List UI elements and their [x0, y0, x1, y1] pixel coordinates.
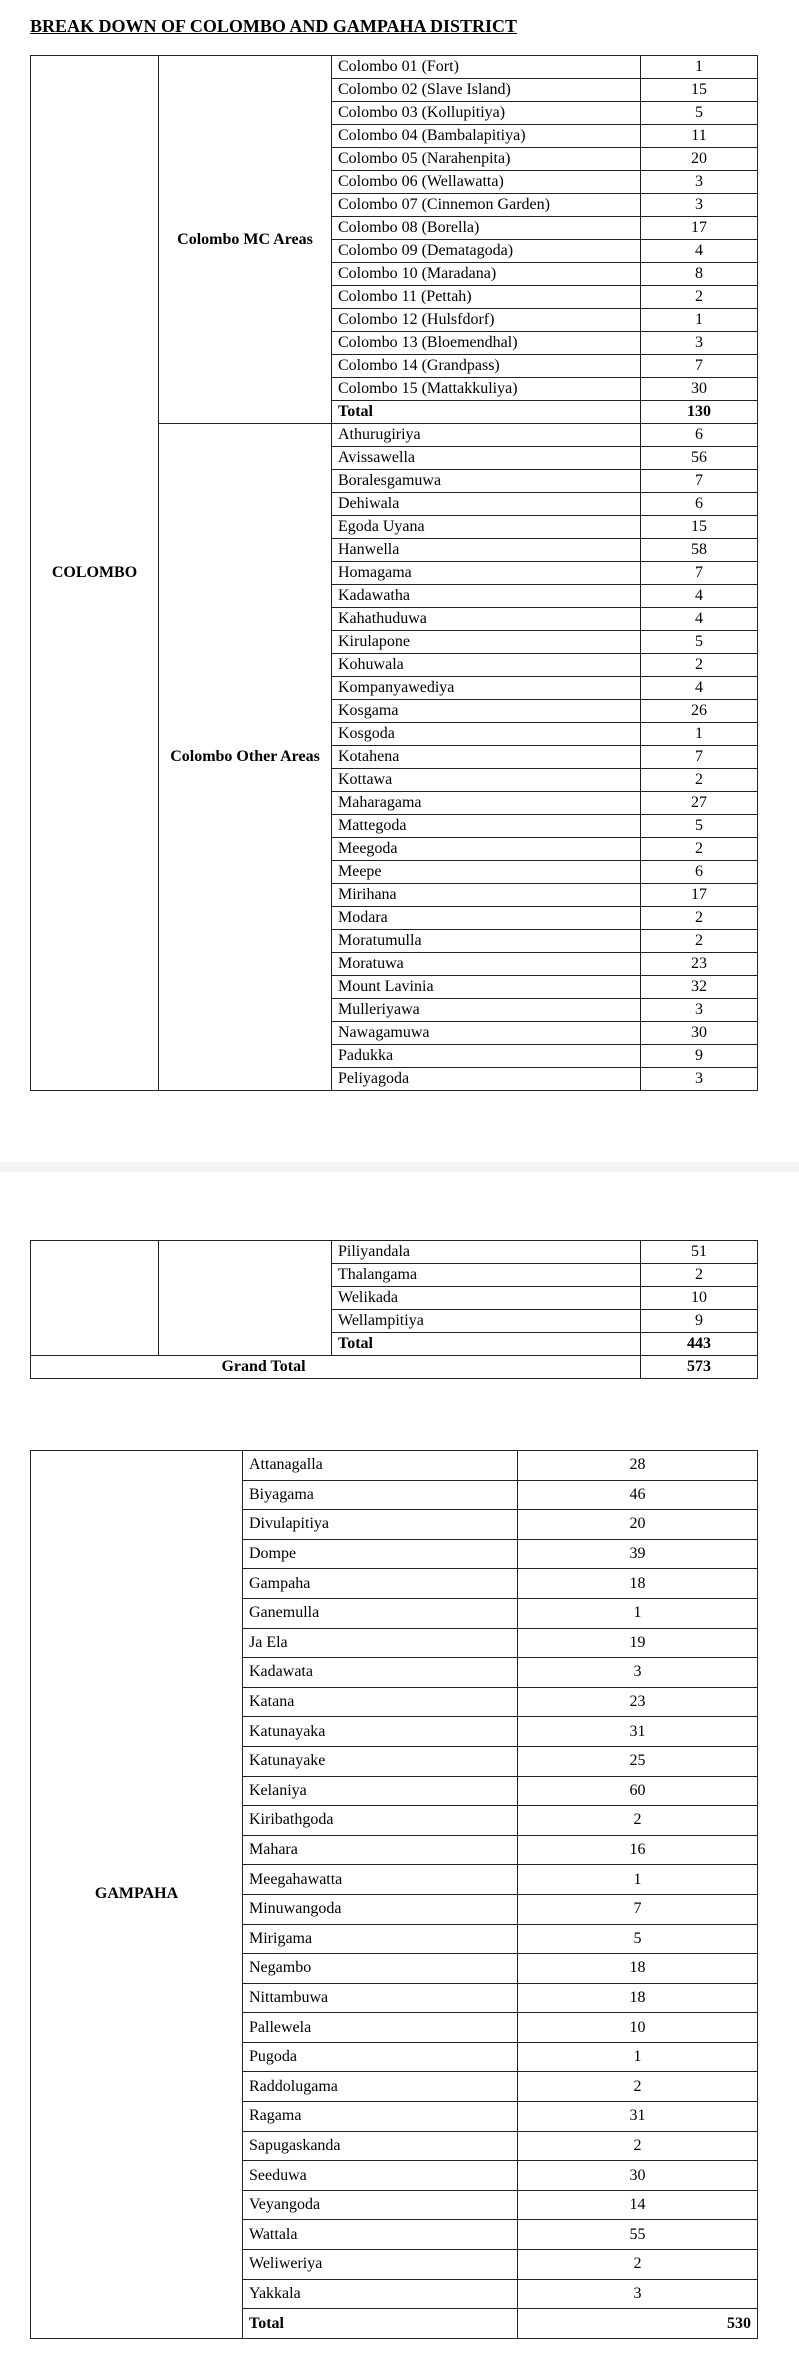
location-name: Mulleriyawa	[332, 999, 641, 1022]
page-title: BREAK DOWN OF COLOMBO AND GAMPAHA DISTRICT	[30, 16, 518, 36]
location-count: 7	[641, 746, 758, 769]
table-row	[31, 1241, 758, 1264]
location-name: Katana	[243, 1687, 518, 1717]
total-label: Total	[332, 1333, 641, 1356]
location-name: Kosgama	[332, 700, 641, 723]
location-count: 2	[518, 1806, 758, 1836]
location-count: 4	[641, 677, 758, 700]
location-count: 16	[518, 1835, 758, 1865]
location-name: Weliweriya	[243, 2250, 518, 2280]
location-name: Veyangoda	[243, 2190, 518, 2220]
location-count: 46	[518, 1480, 758, 1510]
colombo-table-part-2	[30, 1240, 758, 1379]
district-label-gampaha: GAMPAHA	[31, 1451, 243, 2339]
location-name: Colombo 09 (Dematagoda)	[332, 240, 641, 263]
location-count: 15	[641, 79, 758, 102]
location-count: 2	[641, 769, 758, 792]
location-name: Colombo 05 (Narahenpita)	[332, 148, 641, 171]
location-count: 5	[641, 102, 758, 125]
location-count: 30	[641, 1022, 758, 1045]
location-name: Kirulapone	[332, 631, 641, 654]
location-count: 6	[641, 424, 758, 447]
location-count: 39	[518, 1539, 758, 1569]
location-count: 18	[518, 1983, 758, 2013]
location-count: 23	[641, 953, 758, 976]
location-name: Pallewela	[243, 2013, 518, 2043]
location-name: Kohuwala	[332, 654, 641, 677]
location-name: Gampaha	[243, 1569, 518, 1599]
location-count: 3	[641, 194, 758, 217]
location-name: Biyagama	[243, 1480, 518, 1510]
location-name: Meegahawatta	[243, 1865, 518, 1895]
location-count: 55	[518, 2220, 758, 2250]
area-cell-blank	[159, 1241, 332, 1356]
location-count: 10	[518, 2013, 758, 2043]
location-name: Moratuwa	[332, 953, 641, 976]
location-count: 7	[641, 355, 758, 378]
location-name: Mirigama	[243, 1924, 518, 1954]
location-count: 2	[641, 838, 758, 861]
location-name: Colombo 14 (Grandpass)	[332, 355, 641, 378]
location-name: Dehiwala	[332, 493, 641, 516]
location-count: 5	[518, 1924, 758, 1954]
location-name: Katunayaka	[243, 1717, 518, 1747]
location-name: Colombo 02 (Slave Island)	[332, 79, 641, 102]
location-count: 1	[641, 56, 758, 79]
location-count: 56	[641, 447, 758, 470]
location-count: 18	[518, 1569, 758, 1599]
location-count: 1	[518, 2042, 758, 2072]
location-count: 19	[518, 1628, 758, 1658]
location-count: 60	[518, 1776, 758, 1806]
location-name: Kiribathgoda	[243, 1806, 518, 1836]
location-name: Egoda Uyana	[332, 516, 641, 539]
location-name: Ganemulla	[243, 1598, 518, 1628]
table-row	[31, 1451, 758, 1481]
location-name: Nawagamuwa	[332, 1022, 641, 1045]
location-count: 30	[641, 378, 758, 401]
location-count: 7	[641, 470, 758, 493]
location-count: 3	[641, 999, 758, 1022]
location-count: 3	[518, 1658, 758, 1688]
location-count: 2	[518, 2072, 758, 2102]
location-count: 9	[641, 1310, 758, 1333]
location-count: 2	[641, 286, 758, 309]
location-name: Colombo 07 (Cinnemon Garden)	[332, 194, 641, 217]
location-count: 15	[641, 516, 758, 539]
location-name: Kotahena	[332, 746, 641, 769]
location-name: Wattala	[243, 2220, 518, 2250]
location-name: Peliyagoda	[332, 1068, 641, 1091]
location-count: 3	[641, 1068, 758, 1091]
location-count: 58	[641, 539, 758, 562]
location-name: Avissawella	[332, 447, 641, 470]
location-name: Athurugiriya	[332, 424, 641, 447]
location-count: 32	[641, 976, 758, 999]
location-count: 3	[641, 332, 758, 355]
location-count: 25	[518, 1746, 758, 1776]
location-name: Colombo 10 (Maradana)	[332, 263, 641, 286]
location-name: Piliyandala	[332, 1241, 641, 1264]
location-name: Colombo 15 (Mattakkuliya)	[332, 378, 641, 401]
location-name: Ja Ela	[243, 1628, 518, 1658]
location-count: 1	[518, 1865, 758, 1895]
location-count: 6	[641, 861, 758, 884]
grand-total-row	[31, 1356, 758, 1379]
total-value: 130	[641, 401, 758, 424]
location-count: 8	[641, 263, 758, 286]
location-count: 5	[641, 631, 758, 654]
location-count: 3	[518, 2279, 758, 2309]
location-name: Boralesgamuwa	[332, 470, 641, 493]
location-count: 4	[641, 240, 758, 263]
location-count: 6	[641, 493, 758, 516]
location-count: 11	[641, 125, 758, 148]
grand-total-value: 573	[641, 1356, 758, 1379]
location-count: 2	[518, 2250, 758, 2280]
location-count: 2	[641, 1264, 758, 1287]
total-value: 443	[641, 1333, 758, 1356]
location-name: Hanwella	[332, 539, 641, 562]
location-name: Kadawatha	[332, 585, 641, 608]
gampaha-table	[30, 1450, 758, 2339]
location-count: 23	[518, 1687, 758, 1717]
total-value: 530	[518, 2309, 758, 2339]
location-name: Divulapitiya	[243, 1510, 518, 1540]
location-count: 10	[641, 1287, 758, 1310]
location-name: Mount Lavinia	[332, 976, 641, 999]
location-count: 26	[641, 700, 758, 723]
location-name: Kottawa	[332, 769, 641, 792]
location-name: Modara	[332, 907, 641, 930]
location-count: 31	[518, 1717, 758, 1747]
location-name: Padukka	[332, 1045, 641, 1068]
location-count: 27	[641, 792, 758, 815]
location-count: 51	[641, 1241, 758, 1264]
location-count: 18	[518, 1954, 758, 1984]
location-name: Meegoda	[332, 838, 641, 861]
location-name: Yakkala	[243, 2279, 518, 2309]
location-name: Moratumulla	[332, 930, 641, 953]
location-name: Colombo 01 (Fort)	[332, 56, 641, 79]
location-count: 17	[641, 884, 758, 907]
location-name: Mattegoda	[332, 815, 641, 838]
location-name: Colombo 04 (Bambalapitiya)	[332, 125, 641, 148]
location-count: 1	[641, 309, 758, 332]
location-name: Kadawata	[243, 1658, 518, 1688]
area-label-colombo-mc: Colombo MC Areas	[159, 56, 332, 424]
location-count: 7	[518, 1894, 758, 1924]
location-count: 28	[518, 1451, 758, 1481]
page-break	[0, 1162, 799, 1172]
area-label-colombo-other: Colombo Other Areas	[159, 424, 332, 1091]
location-name: Kahathuduwa	[332, 608, 641, 631]
location-count: 30	[518, 2161, 758, 2191]
location-count: 20	[518, 1510, 758, 1540]
location-name: Thalangama	[332, 1264, 641, 1287]
location-name: Kelaniya	[243, 1776, 518, 1806]
total-label: Total	[332, 401, 641, 424]
location-name: Meepe	[332, 861, 641, 884]
table-row	[31, 56, 758, 79]
location-count: 9	[641, 1045, 758, 1068]
location-count: 3	[641, 171, 758, 194]
location-count: 2	[641, 654, 758, 677]
location-name: Colombo 11 (Pettah)	[332, 286, 641, 309]
location-name: Colombo 13 (Bloemendhal)	[332, 332, 641, 355]
location-name: Ragama	[243, 2102, 518, 2132]
district-label-colombo: COLOMBO	[31, 56, 159, 1091]
location-count: 31	[518, 2102, 758, 2132]
location-name: Mahara	[243, 1835, 518, 1865]
district-cell-blank	[31, 1241, 159, 1356]
location-name: Colombo 12 (Hulsfdorf)	[332, 309, 641, 332]
location-name: Wellampitiya	[332, 1310, 641, 1333]
location-count: 1	[518, 1598, 758, 1628]
grand-total-label: Grand Total	[31, 1356, 641, 1379]
location-count: 7	[641, 562, 758, 585]
location-name: Homagama	[332, 562, 641, 585]
location-name: Welikada	[332, 1287, 641, 1310]
location-count: 14	[518, 2190, 758, 2220]
location-count: 2	[641, 930, 758, 953]
location-name: Attanagalla	[243, 1451, 518, 1481]
location-count: 20	[641, 148, 758, 171]
location-name: Raddolugama	[243, 2072, 518, 2102]
location-count: 1	[641, 723, 758, 746]
location-name: Mirihana	[332, 884, 641, 907]
location-name: Dompe	[243, 1539, 518, 1569]
location-name: Colombo 08 (Borella)	[332, 217, 641, 240]
location-name: Colombo 06 (Wellawatta)	[332, 171, 641, 194]
location-name: Kosgoda	[332, 723, 641, 746]
location-name: Seeduwa	[243, 2161, 518, 2191]
location-name: Minuwangoda	[243, 1894, 518, 1924]
location-count: 4	[641, 608, 758, 631]
location-count: 2	[641, 907, 758, 930]
location-count: 5	[641, 815, 758, 838]
location-name: Kompanyawediya	[332, 677, 641, 700]
colombo-table-part-1	[30, 55, 758, 1091]
location-name: Colombo 03 (Kollupitiya)	[332, 102, 641, 125]
location-count: 4	[641, 585, 758, 608]
location-name: Pugoda	[243, 2042, 518, 2072]
location-name: Negambo	[243, 1954, 518, 1984]
location-count: 17	[641, 217, 758, 240]
location-name: Katunayake	[243, 1746, 518, 1776]
location-name: Sapugaskanda	[243, 2131, 518, 2161]
total-label: Total	[243, 2309, 518, 2339]
location-count: 2	[518, 2131, 758, 2161]
location-name: Maharagama	[332, 792, 641, 815]
location-name: Nittambuwa	[243, 1983, 518, 2013]
